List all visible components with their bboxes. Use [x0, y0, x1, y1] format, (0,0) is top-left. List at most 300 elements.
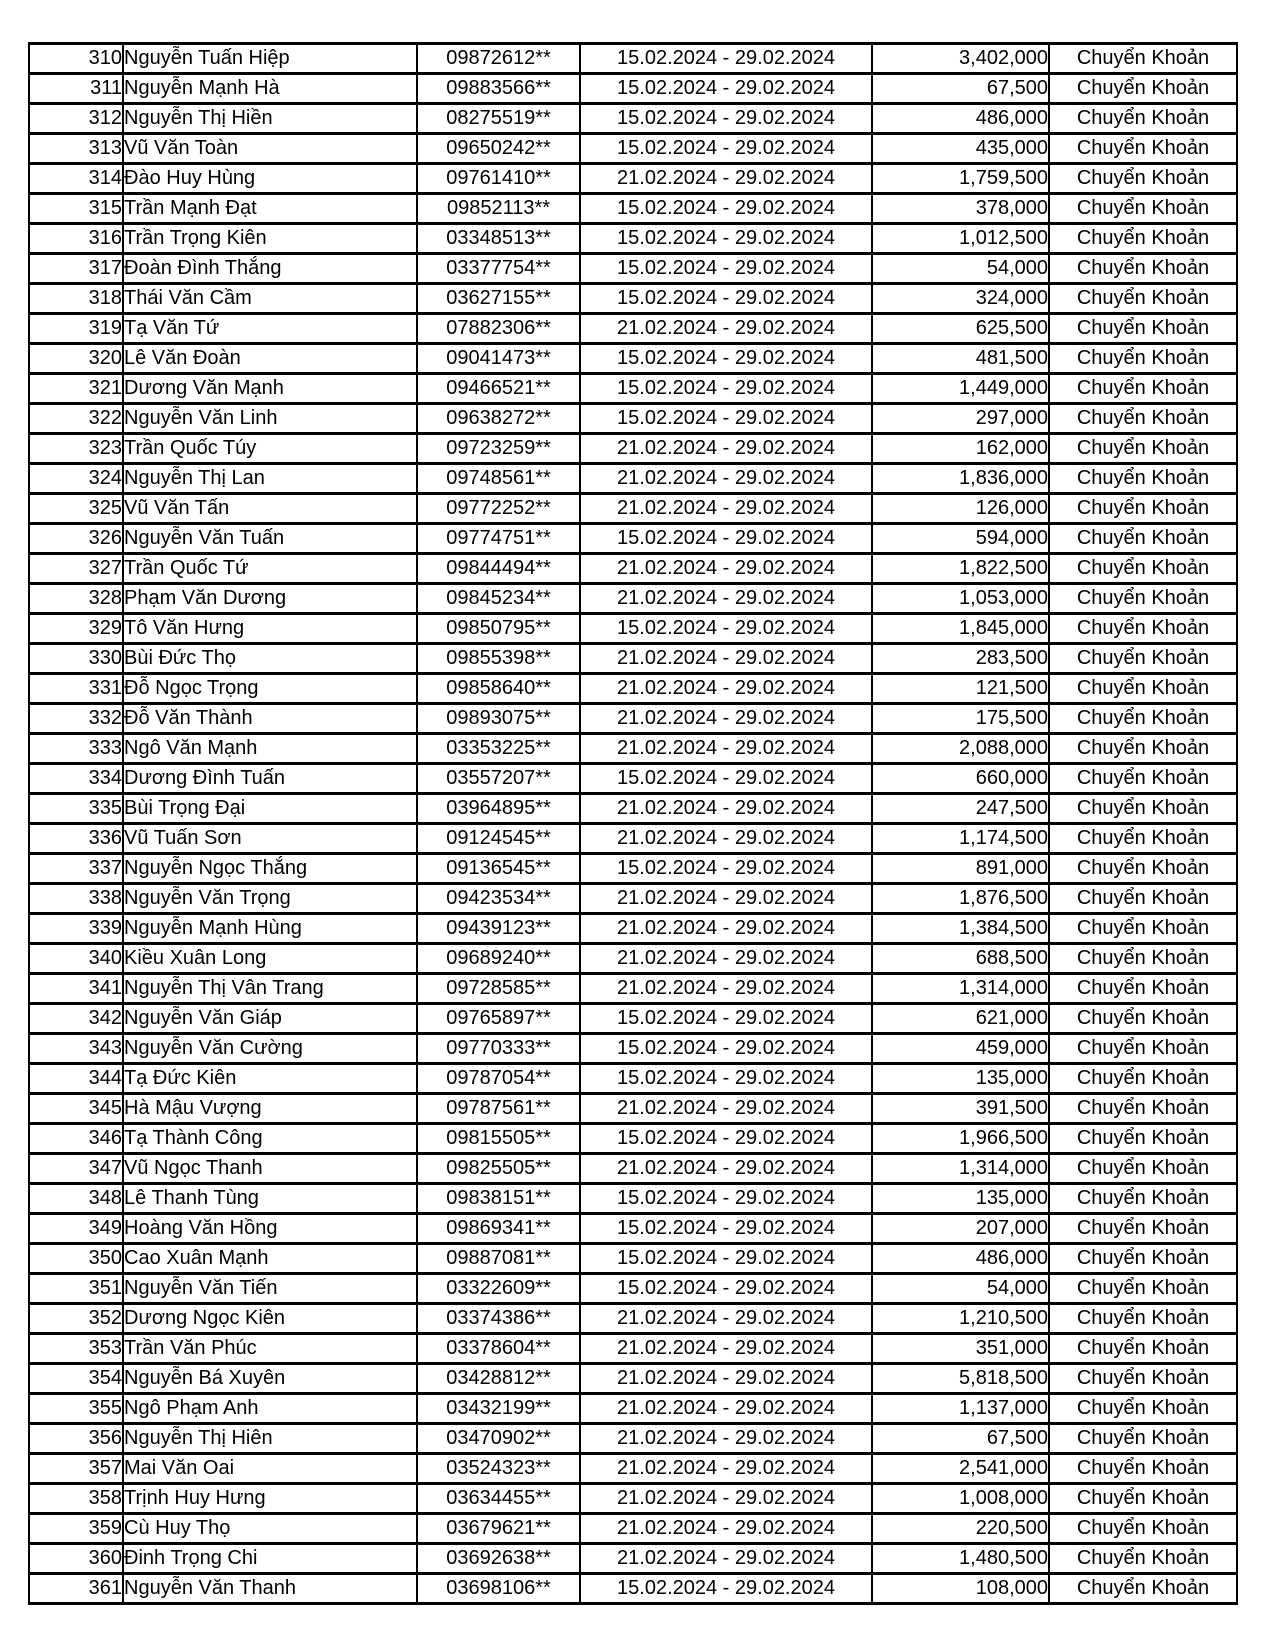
phone-cell: 09765897** — [417, 1004, 580, 1034]
row-number-cell: 328 — [29, 584, 123, 614]
phone-cell: 03374386** — [417, 1304, 580, 1334]
name-cell: Nguyễn Mạnh Hà — [123, 74, 417, 104]
name-cell: Nguyễn Thị Hiên — [123, 1424, 417, 1454]
period-cell: 21.02.2024 - 29.02.2024 — [580, 1154, 872, 1184]
table-row — [29, 1184, 1237, 1214]
amount-cell: 1,449,000 — [872, 374, 1049, 404]
table-row — [29, 1154, 1237, 1184]
amount-cell: 1,053,000 — [872, 584, 1049, 614]
period-cell: 21.02.2024 - 29.02.2024 — [580, 794, 872, 824]
name-cell: Bùi Đức Thọ — [123, 644, 417, 674]
table-row — [29, 1574, 1237, 1604]
row-number-cell: 345 — [29, 1094, 123, 1124]
period-cell: 21.02.2024 - 29.02.2024 — [580, 1484, 872, 1514]
row-number-cell: 350 — [29, 1244, 123, 1274]
payment-method-cell: Chuyển Khoản — [1049, 344, 1237, 374]
phone-cell: 03627155** — [417, 284, 580, 314]
table-row — [29, 404, 1237, 434]
phone-cell: 09723259** — [417, 434, 580, 464]
payment-method-cell: Chuyển Khoản — [1049, 434, 1237, 464]
name-cell: Trần Quốc Tứ — [123, 554, 417, 584]
row-number-cell: 317 — [29, 254, 123, 284]
row-number-cell: 318 — [29, 284, 123, 314]
period-cell: 21.02.2024 - 29.02.2024 — [580, 704, 872, 734]
period-cell: 21.02.2024 - 29.02.2024 — [580, 824, 872, 854]
payment-method-cell: Chuyển Khoản — [1049, 1454, 1237, 1484]
name-cell: Nguyễn Văn Linh — [123, 404, 417, 434]
row-number-cell: 344 — [29, 1064, 123, 1094]
row-number-cell: 348 — [29, 1184, 123, 1214]
period-cell: 21.02.2024 - 29.02.2024 — [580, 434, 872, 464]
name-cell: Đỗ Văn Thành — [123, 704, 417, 734]
phone-cell: 03353225** — [417, 734, 580, 764]
phone-cell: 09772252** — [417, 494, 580, 524]
row-number-cell: 360 — [29, 1544, 123, 1574]
table-row — [29, 74, 1237, 104]
amount-cell: 1,137,000 — [872, 1394, 1049, 1424]
payment-method-cell: Chuyển Khoản — [1049, 1514, 1237, 1544]
table-row — [29, 224, 1237, 254]
period-cell: 21.02.2024 - 29.02.2024 — [580, 884, 872, 914]
name-cell: Tạ Đức Kiên — [123, 1064, 417, 1094]
payment-table — [28, 42, 1238, 1605]
phone-cell: 09825505** — [417, 1154, 580, 1184]
table-row — [29, 554, 1237, 584]
payment-method-cell: Chuyển Khoản — [1049, 674, 1237, 704]
payment-method-cell: Chuyển Khoản — [1049, 584, 1237, 614]
period-cell: 15.02.2024 - 29.02.2024 — [580, 284, 872, 314]
phone-cell: 03378604** — [417, 1334, 580, 1364]
payment-method-cell: Chuyển Khoản — [1049, 284, 1237, 314]
table-row — [29, 1454, 1237, 1484]
amount-cell: 324,000 — [872, 284, 1049, 314]
table-row — [29, 1214, 1237, 1244]
amount-cell: 162,000 — [872, 434, 1049, 464]
payment-method-cell: Chuyển Khoản — [1049, 254, 1237, 284]
payment-method-cell: Chuyển Khoản — [1049, 914, 1237, 944]
table-row — [29, 374, 1237, 404]
amount-cell: 459,000 — [872, 1034, 1049, 1064]
row-number-cell: 346 — [29, 1124, 123, 1154]
row-number-cell: 342 — [29, 1004, 123, 1034]
payment-method-cell: Chuyển Khoản — [1049, 1274, 1237, 1304]
name-cell: Vũ Tuấn Sơn — [123, 824, 417, 854]
phone-cell: 09815505** — [417, 1124, 580, 1154]
period-cell: 21.02.2024 - 29.02.2024 — [580, 1304, 872, 1334]
table-row — [29, 1424, 1237, 1454]
table-row — [29, 104, 1237, 134]
phone-cell: 09787561** — [417, 1094, 580, 1124]
payment-method-cell: Chuyển Khoản — [1049, 734, 1237, 764]
amount-cell: 1,876,500 — [872, 884, 1049, 914]
table-row — [29, 734, 1237, 764]
payment-method-cell: Chuyển Khoản — [1049, 1244, 1237, 1274]
phone-cell: 09838151** — [417, 1184, 580, 1214]
payment-method-cell: Chuyển Khoản — [1049, 74, 1237, 104]
table-row — [29, 1334, 1237, 1364]
phone-cell: 09748561** — [417, 464, 580, 494]
phone-cell: 03692638** — [417, 1544, 580, 1574]
row-number-cell: 314 — [29, 164, 123, 194]
period-cell: 15.02.2024 - 29.02.2024 — [580, 344, 872, 374]
row-number-cell: 359 — [29, 1514, 123, 1544]
amount-cell: 283,500 — [872, 644, 1049, 674]
amount-cell: 481,500 — [872, 344, 1049, 374]
payment-method-cell: Chuyển Khoản — [1049, 1574, 1237, 1604]
period-cell: 15.02.2024 - 29.02.2024 — [580, 104, 872, 134]
table-row — [29, 644, 1237, 674]
phone-cell: 03698106** — [417, 1574, 580, 1604]
phone-cell: 07882306** — [417, 314, 580, 344]
payment-method-cell: Chuyển Khoản — [1049, 524, 1237, 554]
phone-cell: 09761410** — [417, 164, 580, 194]
row-number-cell: 361 — [29, 1574, 123, 1604]
phone-cell: 03964895** — [417, 794, 580, 824]
period-cell: 21.02.2024 - 29.02.2024 — [580, 734, 872, 764]
amount-cell: 220,500 — [872, 1514, 1049, 1544]
phone-cell: 09728585** — [417, 974, 580, 1004]
amount-cell: 3,402,000 — [872, 44, 1049, 74]
amount-cell: 1,845,000 — [872, 614, 1049, 644]
amount-cell: 486,000 — [872, 104, 1049, 134]
table-row — [29, 164, 1237, 194]
table-row — [29, 854, 1237, 884]
payment-method-cell: Chuyển Khoản — [1049, 1064, 1237, 1094]
period-cell: 21.02.2024 - 29.02.2024 — [580, 1544, 872, 1574]
payment-method-cell: Chuyển Khoản — [1049, 1364, 1237, 1394]
payment-method-cell: Chuyển Khoản — [1049, 614, 1237, 644]
table-row — [29, 44, 1237, 74]
period-cell: 21.02.2024 - 29.02.2024 — [580, 1334, 872, 1364]
period-cell: 15.02.2024 - 29.02.2024 — [580, 404, 872, 434]
payment-method-cell: Chuyển Khoản — [1049, 374, 1237, 404]
phone-cell: 03470902** — [417, 1424, 580, 1454]
name-cell: Nguyễn Văn Tuấn — [123, 524, 417, 554]
phone-cell: 03322609** — [417, 1274, 580, 1304]
period-cell: 15.02.2024 - 29.02.2024 — [580, 1244, 872, 1274]
name-cell: Lê Thanh Tùng — [123, 1184, 417, 1214]
amount-cell: 891,000 — [872, 854, 1049, 884]
row-number-cell: 349 — [29, 1214, 123, 1244]
row-number-cell: 332 — [29, 704, 123, 734]
amount-cell: 660,000 — [872, 764, 1049, 794]
phone-cell: 09893075** — [417, 704, 580, 734]
amount-cell: 1,966,500 — [872, 1124, 1049, 1154]
table-row — [29, 134, 1237, 164]
amount-cell: 378,000 — [872, 194, 1049, 224]
amount-cell: 351,000 — [872, 1334, 1049, 1364]
payment-method-cell: Chuyển Khoản — [1049, 974, 1237, 1004]
row-number-cell: 358 — [29, 1484, 123, 1514]
phone-cell: 09638272** — [417, 404, 580, 434]
row-number-cell: 323 — [29, 434, 123, 464]
row-number-cell: 315 — [29, 194, 123, 224]
row-number-cell: 320 — [29, 344, 123, 374]
row-number-cell: 357 — [29, 1454, 123, 1484]
payment-method-cell: Chuyển Khoản — [1049, 644, 1237, 674]
table-row — [29, 254, 1237, 284]
phone-cell: 09855398** — [417, 644, 580, 674]
table-row — [29, 764, 1237, 794]
payment-method-cell: Chuyển Khoản — [1049, 134, 1237, 164]
phone-cell: 09041473** — [417, 344, 580, 374]
phone-cell: 09770333** — [417, 1034, 580, 1064]
name-cell: Hà Mậu Vượng — [123, 1094, 417, 1124]
period-cell: 15.02.2024 - 29.02.2024 — [580, 1184, 872, 1214]
payment-method-cell: Chuyển Khoản — [1049, 854, 1237, 884]
amount-cell: 688,500 — [872, 944, 1049, 974]
payment-method-cell: Chuyển Khoản — [1049, 194, 1237, 224]
period-cell: 15.02.2024 - 29.02.2024 — [580, 1124, 872, 1154]
table-row — [29, 824, 1237, 854]
payment-method-cell: Chuyển Khoản — [1049, 1334, 1237, 1364]
payment-method-cell: Chuyển Khoản — [1049, 704, 1237, 734]
amount-cell: 594,000 — [872, 524, 1049, 554]
table-row — [29, 1004, 1237, 1034]
table-row — [29, 524, 1237, 554]
name-cell: Phạm Văn Dương — [123, 584, 417, 614]
period-cell: 15.02.2024 - 29.02.2024 — [580, 764, 872, 794]
amount-cell: 621,000 — [872, 1004, 1049, 1034]
name-cell: Nguyễn Mạnh Hùng — [123, 914, 417, 944]
name-cell: Nguyễn Văn Cường — [123, 1034, 417, 1064]
amount-cell: 625,500 — [872, 314, 1049, 344]
payment-method-cell: Chuyển Khoản — [1049, 314, 1237, 344]
row-number-cell: 324 — [29, 464, 123, 494]
table-row — [29, 1094, 1237, 1124]
amount-cell: 175,500 — [872, 704, 1049, 734]
table-row — [29, 284, 1237, 314]
phone-cell: 09787054** — [417, 1064, 580, 1094]
payment-method-cell: Chuyển Khoản — [1049, 884, 1237, 914]
amount-cell: 54,000 — [872, 1274, 1049, 1304]
payment-method-cell: Chuyển Khoản — [1049, 494, 1237, 524]
period-cell: 21.02.2024 - 29.02.2024 — [580, 554, 872, 584]
name-cell: Nguyễn Văn Thanh — [123, 1574, 417, 1604]
phone-cell: 09858640** — [417, 674, 580, 704]
period-cell: 21.02.2024 - 29.02.2024 — [580, 164, 872, 194]
payment-method-cell: Chuyển Khoản — [1049, 1484, 1237, 1514]
period-cell: 15.02.2024 - 29.02.2024 — [580, 134, 872, 164]
name-cell: Bùi Trọng Đại — [123, 794, 417, 824]
phone-cell: 09124545** — [417, 824, 580, 854]
phone-cell: 03679621** — [417, 1514, 580, 1544]
table-row — [29, 944, 1237, 974]
amount-cell: 1,836,000 — [872, 464, 1049, 494]
period-cell: 21.02.2024 - 29.02.2024 — [580, 644, 872, 674]
period-cell: 15.02.2024 - 29.02.2024 — [580, 1064, 872, 1094]
phone-cell: 09466521** — [417, 374, 580, 404]
name-cell: Cao Xuân Mạnh — [123, 1244, 417, 1274]
phone-cell: 09136545** — [417, 854, 580, 884]
row-number-cell: 335 — [29, 794, 123, 824]
name-cell: Nguyễn Văn Giáp — [123, 1004, 417, 1034]
period-cell: 15.02.2024 - 29.02.2024 — [580, 1004, 872, 1034]
payment-method-cell: Chuyển Khoản — [1049, 1544, 1237, 1574]
name-cell: Trịnh Huy Hưng — [123, 1484, 417, 1514]
payment-method-cell: Chuyển Khoản — [1049, 104, 1237, 134]
table-row — [29, 674, 1237, 704]
amount-cell: 1,174,500 — [872, 824, 1049, 854]
row-number-cell: 355 — [29, 1394, 123, 1424]
table-row — [29, 1514, 1237, 1544]
payment-method-cell: Chuyển Khoản — [1049, 824, 1237, 854]
period-cell: 15.02.2024 - 29.02.2024 — [580, 1034, 872, 1064]
period-cell: 21.02.2024 - 29.02.2024 — [580, 584, 872, 614]
table-row — [29, 614, 1237, 644]
period-cell: 21.02.2024 - 29.02.2024 — [580, 464, 872, 494]
name-cell: Nguyễn Thị Vân Trang — [123, 974, 417, 1004]
row-number-cell: 333 — [29, 734, 123, 764]
payment-method-cell: Chuyển Khoản — [1049, 554, 1237, 584]
period-cell: 21.02.2024 - 29.02.2024 — [580, 1364, 872, 1394]
name-cell: Ngô Văn Mạnh — [123, 734, 417, 764]
period-cell: 21.02.2024 - 29.02.2024 — [580, 1424, 872, 1454]
payment-method-cell: Chuyển Khoản — [1049, 1124, 1237, 1154]
name-cell: Trần Trọng Kiên — [123, 224, 417, 254]
name-cell: Nguyễn Thị Lan — [123, 464, 417, 494]
table-row — [29, 434, 1237, 464]
phone-cell: 03428812** — [417, 1364, 580, 1394]
payment-method-cell: Chuyển Khoản — [1049, 404, 1237, 434]
amount-cell: 135,000 — [872, 1184, 1049, 1214]
row-number-cell: 336 — [29, 824, 123, 854]
table-row — [29, 194, 1237, 224]
name-cell: Vũ Văn Toàn — [123, 134, 417, 164]
name-cell: Tạ Văn Tứ — [123, 314, 417, 344]
amount-cell: 135,000 — [872, 1064, 1049, 1094]
name-cell: Đinh Trọng Chi — [123, 1544, 417, 1574]
name-cell: Nguyễn Văn Tiến — [123, 1274, 417, 1304]
period-cell: 15.02.2024 - 29.02.2024 — [580, 254, 872, 284]
phone-cell: 03432199** — [417, 1394, 580, 1424]
period-cell: 21.02.2024 - 29.02.2024 — [580, 1454, 872, 1484]
phone-cell: 09774751** — [417, 524, 580, 554]
amount-cell: 67,500 — [872, 1424, 1049, 1454]
row-number-cell: 340 — [29, 944, 123, 974]
phone-cell: 09689240** — [417, 944, 580, 974]
phone-cell: 09850795** — [417, 614, 580, 644]
amount-cell: 121,500 — [872, 674, 1049, 704]
row-number-cell: 329 — [29, 614, 123, 644]
row-number-cell: 322 — [29, 404, 123, 434]
period-cell: 21.02.2024 - 29.02.2024 — [580, 944, 872, 974]
name-cell: Ngô Phạm Anh — [123, 1394, 417, 1424]
payment-method-cell: Chuyển Khoản — [1049, 1184, 1237, 1214]
period-cell: 21.02.2024 - 29.02.2024 — [580, 494, 872, 524]
period-cell: 21.02.2024 - 29.02.2024 — [580, 1394, 872, 1424]
period-cell: 15.02.2024 - 29.02.2024 — [580, 854, 872, 884]
amount-cell: 1,384,500 — [872, 914, 1049, 944]
period-cell: 15.02.2024 - 29.02.2024 — [580, 1214, 872, 1244]
table-row — [29, 704, 1237, 734]
table-row — [29, 1244, 1237, 1274]
phone-cell: 03634455** — [417, 1484, 580, 1514]
phone-cell: 09852113** — [417, 194, 580, 224]
amount-cell: 54,000 — [872, 254, 1049, 284]
row-number-cell: 341 — [29, 974, 123, 1004]
payment-method-cell: Chuyển Khoản — [1049, 464, 1237, 494]
row-number-cell: 338 — [29, 884, 123, 914]
row-number-cell: 326 — [29, 524, 123, 554]
row-number-cell: 343 — [29, 1034, 123, 1064]
table-row — [29, 914, 1237, 944]
table-row — [29, 1304, 1237, 1334]
name-cell: Nguyễn Thị Hiền — [123, 104, 417, 134]
name-cell: Dương Đình Tuấn — [123, 764, 417, 794]
name-cell: Tạ Thành Công — [123, 1124, 417, 1154]
payment-method-cell: Chuyển Khoản — [1049, 1094, 1237, 1124]
payment-method-cell: Chuyển Khoản — [1049, 944, 1237, 974]
amount-cell: 126,000 — [872, 494, 1049, 524]
amount-cell: 1,480,500 — [872, 1544, 1049, 1574]
period-cell: 21.02.2024 - 29.02.2024 — [580, 914, 872, 944]
amount-cell: 2,541,000 — [872, 1454, 1049, 1484]
payment-method-cell: Chuyển Khoản — [1049, 44, 1237, 74]
row-number-cell: 331 — [29, 674, 123, 704]
payment-method-cell: Chuyển Khoản — [1049, 1034, 1237, 1064]
payment-method-cell: Chuyển Khoản — [1049, 794, 1237, 824]
payment-method-cell: Chuyển Khoản — [1049, 1154, 1237, 1184]
period-cell: 21.02.2024 - 29.02.2024 — [580, 674, 872, 704]
payment-method-cell: Chuyển Khoản — [1049, 1394, 1237, 1424]
name-cell: Cù Huy Thọ — [123, 1514, 417, 1544]
table-row — [29, 464, 1237, 494]
phone-cell: 09439123** — [417, 914, 580, 944]
name-cell: Nguyễn Ngọc Thắng — [123, 854, 417, 884]
name-cell: Kiều Xuân Long — [123, 944, 417, 974]
amount-cell: 67,500 — [872, 74, 1049, 104]
row-number-cell: 325 — [29, 494, 123, 524]
amount-cell: 207,000 — [872, 1214, 1049, 1244]
name-cell: Nguyễn Bá Xuyên — [123, 1364, 417, 1394]
phone-cell: 08275519** — [417, 104, 580, 134]
row-number-cell: 327 — [29, 554, 123, 584]
payment-method-cell: Chuyển Khoản — [1049, 1004, 1237, 1034]
name-cell: Trần Quốc Túy — [123, 434, 417, 464]
table-row — [29, 1484, 1237, 1514]
row-number-cell: 353 — [29, 1334, 123, 1364]
phone-cell: 03524323** — [417, 1454, 580, 1484]
table-row — [29, 974, 1237, 1004]
phone-cell: 09844494** — [417, 554, 580, 584]
payment-method-cell: Chuyển Khoản — [1049, 1214, 1237, 1244]
phone-cell: 09883566** — [417, 74, 580, 104]
row-number-cell: 337 — [29, 854, 123, 884]
phone-cell: 09845234** — [417, 584, 580, 614]
row-number-cell: 312 — [29, 104, 123, 134]
amount-cell: 1,759,500 — [872, 164, 1049, 194]
period-cell: 15.02.2024 - 29.02.2024 — [580, 614, 872, 644]
amount-cell: 486,000 — [872, 1244, 1049, 1274]
name-cell: Vũ Văn Tấn — [123, 494, 417, 524]
amount-cell: 1,008,000 — [872, 1484, 1049, 1514]
period-cell: 21.02.2024 - 29.02.2024 — [580, 1094, 872, 1124]
table-row — [29, 1064, 1237, 1094]
phone-cell: 09887081** — [417, 1244, 580, 1274]
period-cell: 21.02.2024 - 29.02.2024 — [580, 974, 872, 1004]
amount-cell: 1,210,500 — [872, 1304, 1049, 1334]
name-cell: Dương Văn Mạnh — [123, 374, 417, 404]
payment-method-cell: Chuyển Khoản — [1049, 1304, 1237, 1334]
table-row — [29, 1124, 1237, 1154]
table-row — [29, 1274, 1237, 1304]
payment-method-cell: Chuyển Khoản — [1049, 164, 1237, 194]
table-row — [29, 314, 1237, 344]
row-number-cell: 316 — [29, 224, 123, 254]
payment-method-cell: Chuyển Khoản — [1049, 1424, 1237, 1454]
phone-cell: 03557207** — [417, 764, 580, 794]
